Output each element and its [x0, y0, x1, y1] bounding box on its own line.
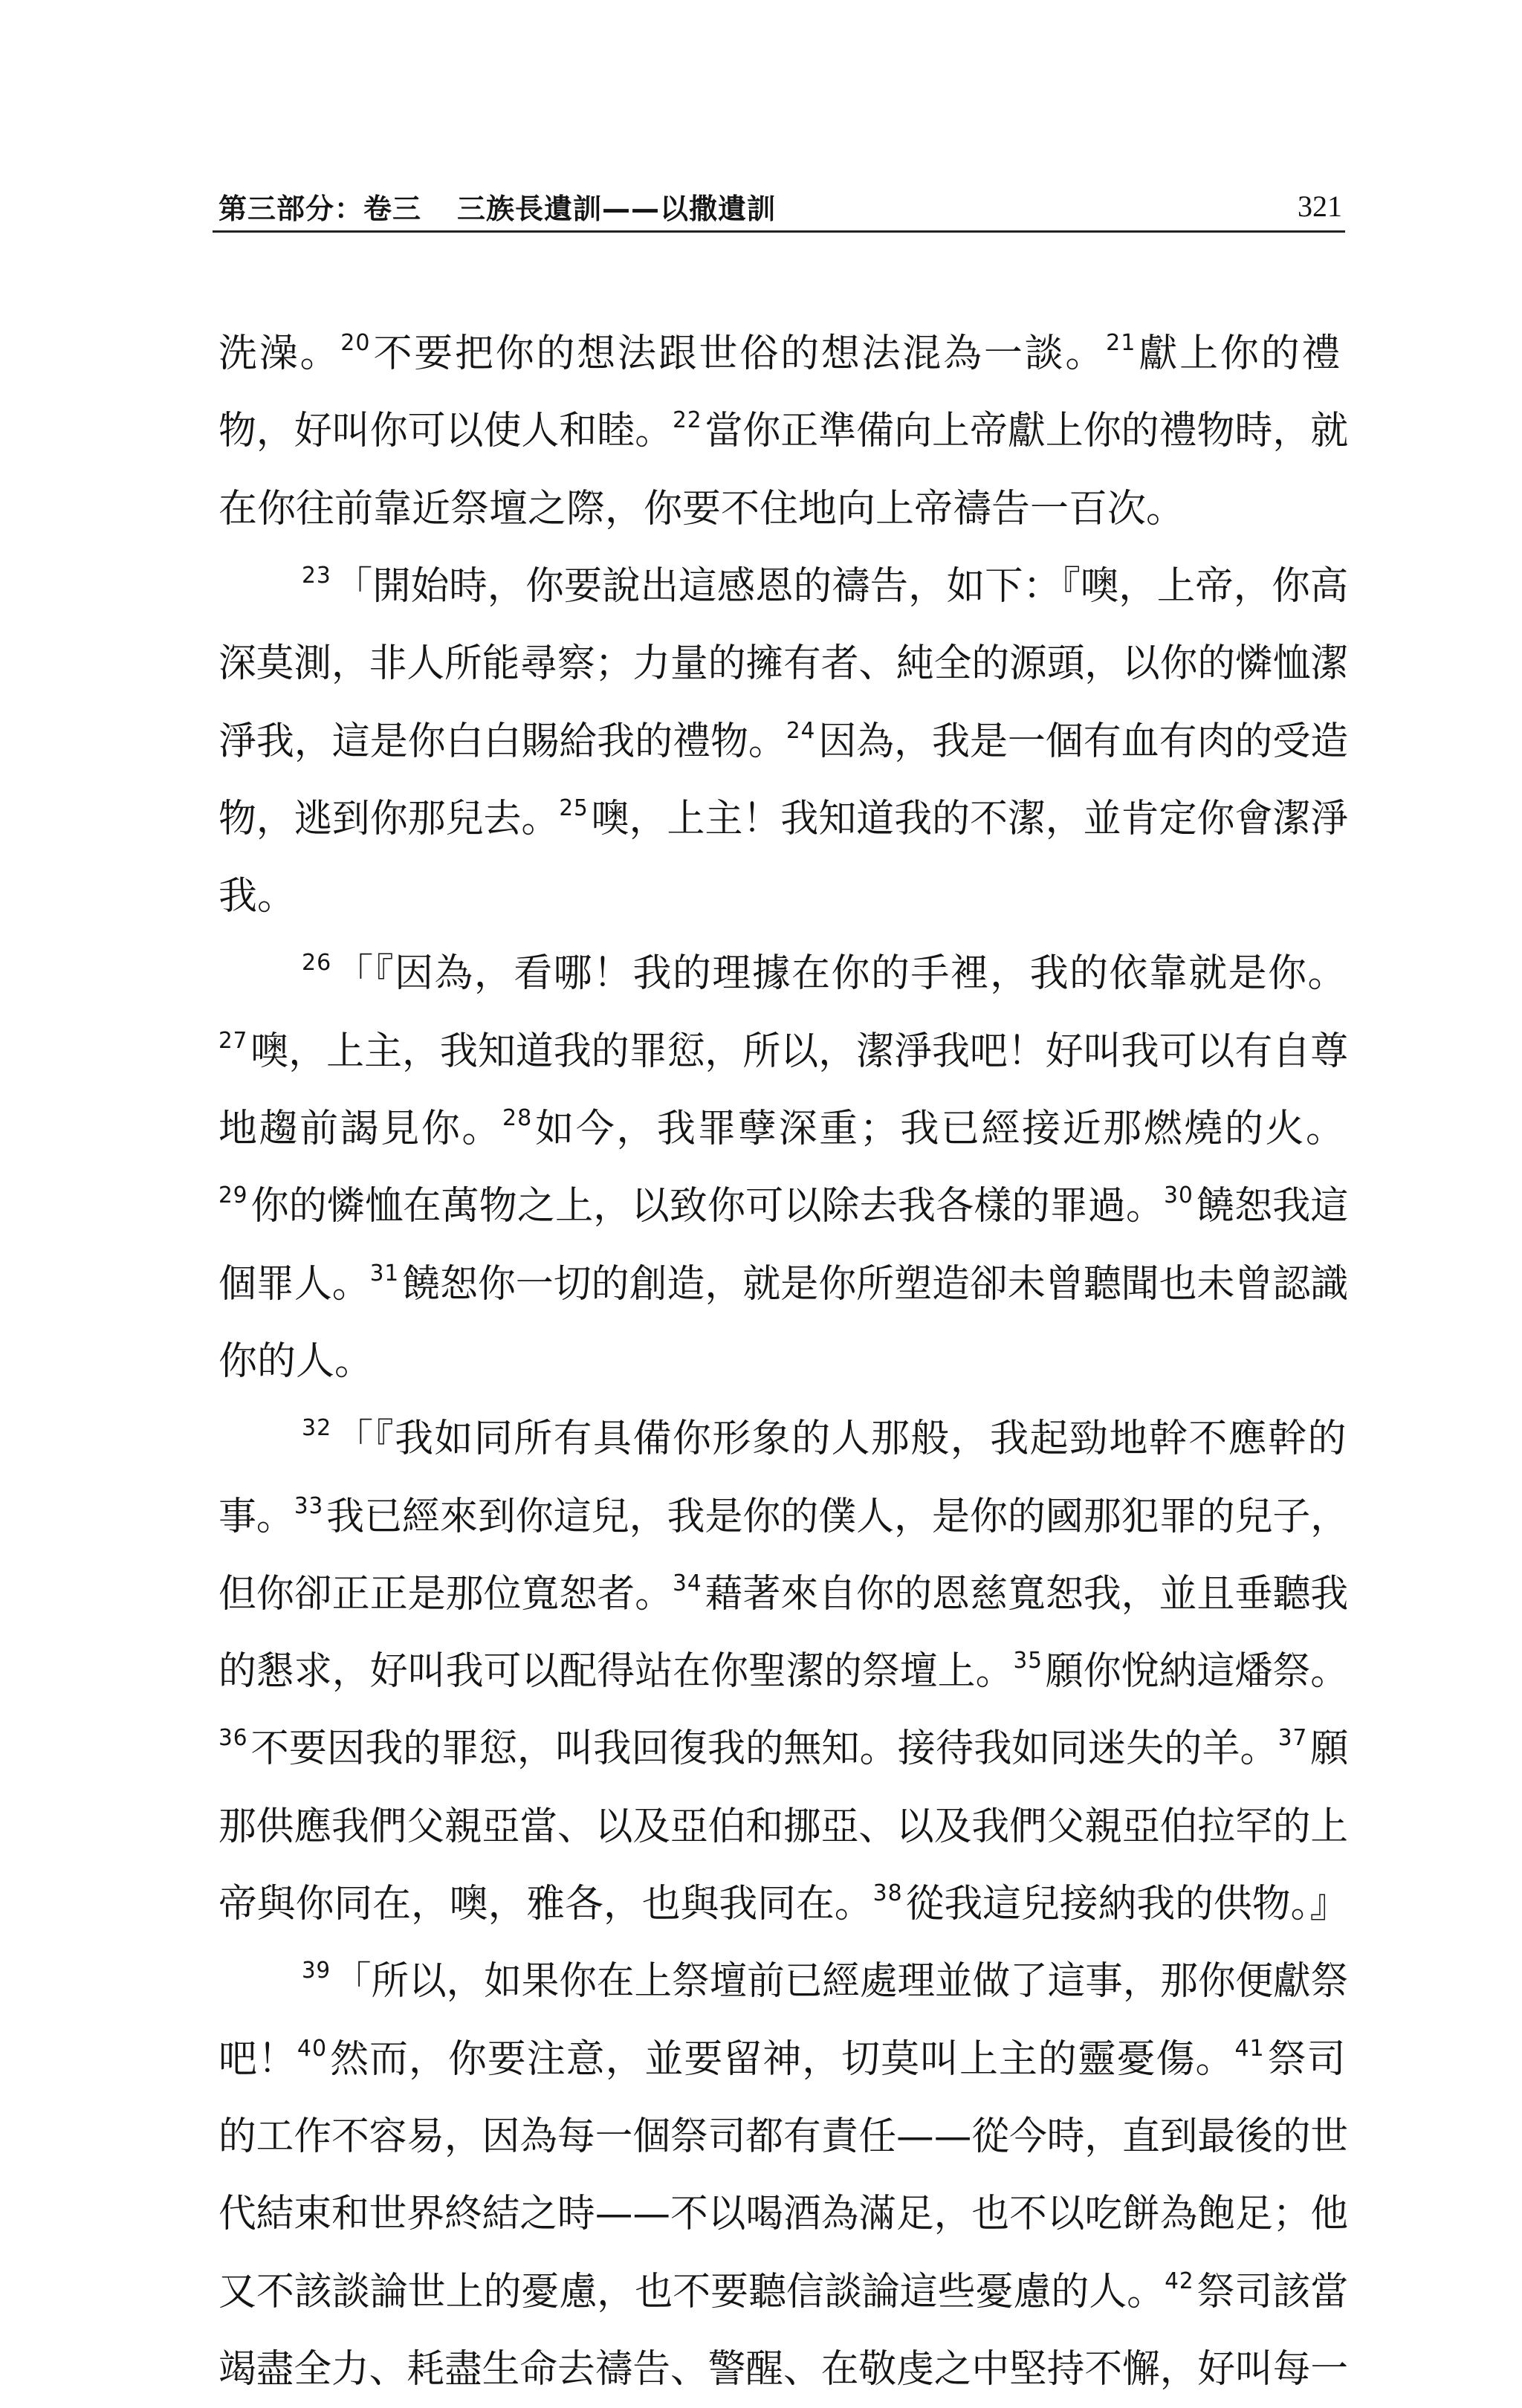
text-line: [302, 1943, 1348, 2020]
text-line: [218, 1865, 1348, 1943]
text-line: [218, 1788, 1348, 1865]
verse-number: 34: [673, 1570, 702, 1596]
line-text: 祭司該當: [1196, 2270, 1349, 2314]
line-text: 藉著來自你的恩慈寬恕我，並且垂聽我: [705, 1572, 1349, 1616]
line-text: 竭盡全力、耗盡生命去禱告、警醒、在敬虔之中堅持不懈，好叫每一: [218, 2347, 1349, 2392]
verse-number: 32: [302, 1415, 332, 1441]
verse-number: 31: [369, 1260, 400, 1286]
line-text: 在你往前靠近祭壇之際，你要不住地向上帝禱告一百次。: [218, 487, 1185, 531]
verse-number: 24: [786, 718, 816, 744]
text-line: [302, 548, 1348, 625]
running-title: [218, 186, 776, 227]
line-text: 饒恕我這: [1196, 1184, 1349, 1229]
text-line: [218, 1246, 1348, 1323]
verse-number: 28: [502, 1105, 533, 1131]
verse-number: 33: [294, 1493, 324, 1519]
verse-number: 37: [1277, 1725, 1308, 1751]
line-text: 噢，上主，我知道我的罪愆，所以，潔淨我吧！好叫我可以有自尊: [250, 1029, 1349, 1074]
text-line: [218, 470, 1185, 548]
line-text: 地趨前謁見你。: [218, 1107, 502, 1151]
text-line: [218, 625, 1348, 702]
text-line: [218, 1633, 1348, 1710]
line-text: 我已經來到你這兒，我是你的僕人，是你的國那犯罪的兒子，: [326, 1495, 1349, 1539]
text-line: [218, 858, 296, 935]
line-text: 的工作不容易，因為每一個祭司都有責任——從今時，直到最後的世: [218, 2114, 1349, 2159]
line-text: 「開始時，你要說出這感恩的禱告，如下：『噢，上帝，你高: [334, 564, 1349, 609]
line-text: 饒恕你一切的創造，就是你所塑造卻未曾聽聞也未曾認識: [402, 1262, 1349, 1307]
text-line: [218, 1013, 1348, 1090]
line-text: 那供應我們父親亞當、以及亞伯和挪亞、以及我們父親亞伯拉罕的上: [218, 1805, 1349, 1849]
line-text: 你的人。: [218, 1339, 374, 1384]
text-line: [218, 1168, 1348, 1245]
verse-number: 22: [673, 407, 702, 433]
verse-number: 36: [218, 1725, 248, 1751]
verse-number: 25: [559, 795, 589, 821]
line-text: 事。: [218, 1495, 294, 1539]
header-title: 三族長遺訓——以撒遺訓: [457, 192, 777, 225]
text-line: [218, 1556, 1348, 1633]
page-number: 321: [1298, 190, 1342, 223]
verse-number: 30: [1164, 1182, 1194, 1208]
line-text: 「『我如同所有具備你形象的人那般，我起勁地幹不應幹的: [334, 1417, 1347, 1461]
verse-number: 23: [302, 563, 331, 589]
verse-number: 40: [297, 2036, 328, 2062]
text-line: [218, 2253, 1348, 2331]
line-text: 吧！: [218, 2037, 297, 2082]
verse-number: 29: [218, 1182, 248, 1208]
text-line: [302, 1400, 1347, 1478]
verse-number: 20: [340, 330, 371, 356]
line-text: 願你悅納這燔祭。: [1045, 1649, 1349, 1694]
verse-number: 38: [872, 1880, 903, 1906]
text-line: [218, 1323, 373, 1400]
line-text: 當你正準備向上帝獻上你的禮物時，就: [705, 409, 1349, 453]
line-text: 但你卻正正是那位寬恕者。: [218, 1572, 673, 1616]
line-text: 「所以，如果你在上祭壇前已經處理並做了這事，那你便獻祭: [333, 1959, 1349, 2004]
text-line: [218, 392, 1348, 470]
text-line: [302, 935, 1347, 1012]
text-line: [218, 780, 1348, 858]
line-text: 的懇求，好叫我可以配得站在你聖潔的祭壇上。: [218, 1649, 1014, 1694]
line-text: 不要因我的罪愆，叫我回復我的無知。接待我如同迷失的羊。: [250, 1726, 1278, 1771]
line-text: 帝與你同在，噢，雅各，也與我同在。: [218, 1882, 873, 1926]
line-text: 代結束和世界終結之時——不以喝酒為滿足，也不以吃餅為飽足；他: [218, 2192, 1349, 2236]
text-line: [218, 1090, 1347, 1168]
line-text: 如今，我罪孽深重；我已經接近那燃燒的火。: [535, 1107, 1347, 1151]
verse-number: 26: [302, 950, 332, 976]
verse-number: 39: [302, 1958, 331, 1984]
line-text: 又不該談論世上的憂慮，也不要聽信談論這些憂慮的人。: [218, 2270, 1165, 2314]
line-text: 然而，你要注意，並要留神，切莫叫上主的靈憂傷。: [330, 2037, 1235, 2082]
line-text: 願: [1310, 1726, 1349, 1771]
line-text: 噢，上主！我知道我的不潔，並肯定你會潔淨: [591, 797, 1349, 841]
line-text: 物，逃到你那兒去。: [218, 797, 560, 841]
text-line: [218, 1710, 1348, 1787]
line-text: 祭司: [1267, 2037, 1347, 2082]
text-line: [218, 2331, 1348, 2408]
line-text: 你的憐恤在萬物之上，以致你可以除去我各樣的罪過。: [250, 1184, 1165, 1229]
line-text: 獻上你的禮: [1139, 331, 1343, 376]
line-text: 因為，我是一個有血有肉的受造: [818, 719, 1349, 764]
line-text: 不要把你的想法跟世俗的想法混為一談。: [373, 331, 1107, 376]
text-line: [218, 2098, 1348, 2175]
text-line: [218, 2175, 1348, 2253]
verse-number: 35: [1013, 1648, 1043, 1674]
line-text: 物，好叫你可以使人和睦。: [218, 409, 673, 453]
line-text: 深莫測，非人所能尋察；力量的擁有者、純全的源頭，以你的憐恤潔: [218, 641, 1349, 686]
line-text: 洗澡。: [218, 331, 341, 376]
verse-number: 41: [1234, 2036, 1265, 2062]
text-line: [218, 703, 1348, 780]
header-section: 第三部分：卷三: [218, 192, 422, 225]
line-text: 「『因為，看哪！我的理據在你的手裡，我的依靠就是你。: [334, 951, 1347, 996]
line-text: 淨我，這是你白白賜給我的禮物。: [218, 719, 786, 764]
line-text: 從我這兒接納我的供物。』: [905, 1882, 1349, 1926]
verse-number: 27: [218, 1028, 248, 1054]
line-text: 我。: [218, 874, 297, 919]
text-line: [218, 2021, 1347, 2098]
line-text: 個罪人。: [218, 1262, 370, 1307]
text-line: [218, 315, 1342, 392]
text-line: [218, 1478, 1348, 1556]
page-header: [213, 178, 1345, 233]
verse-number: 42: [1165, 2268, 1194, 2294]
verse-number: 21: [1106, 330, 1136, 356]
